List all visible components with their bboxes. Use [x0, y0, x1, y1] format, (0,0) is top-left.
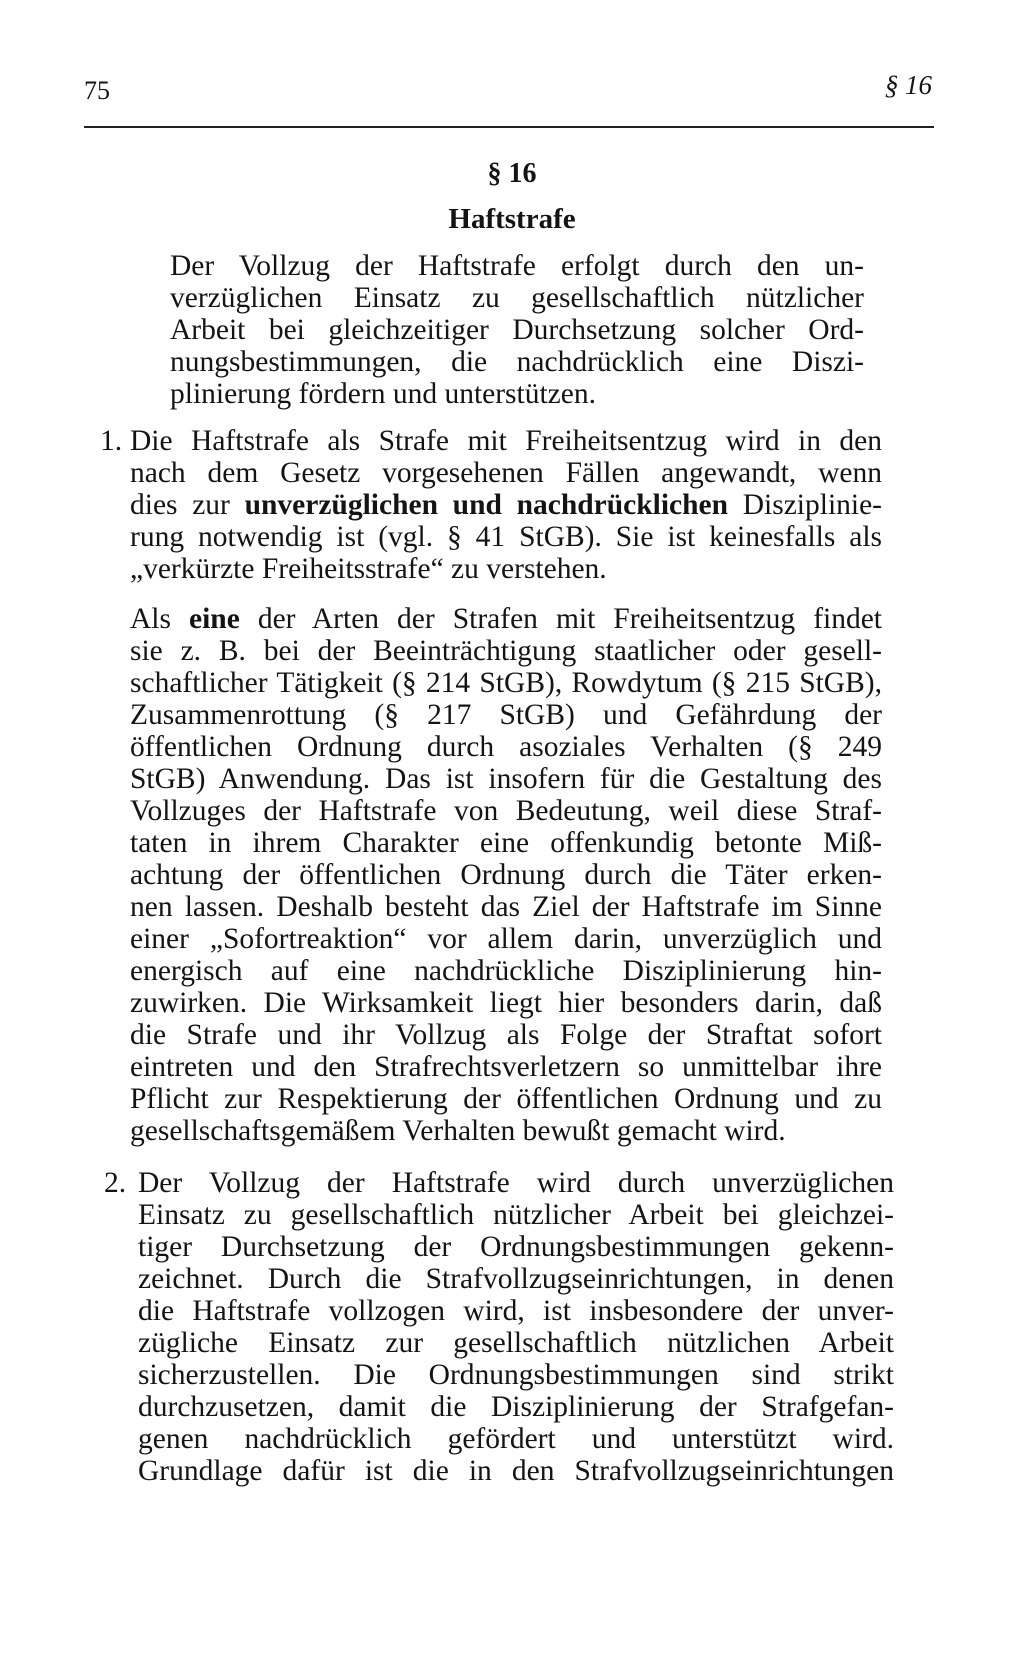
text-line: Pflicht zur Respektierung der öffentlichen Ordnung und zu — [130, 1083, 882, 1115]
text-line: nen lassen. Deshalb besteht das Ziel der Haftstrafe im Sinne — [130, 891, 882, 923]
text-line: schaftlicher Tätigkeit (§ 214 StGB), Rowdytum (§ 215 StGB), — [130, 667, 882, 699]
text-line: die Strafe und ihr Vollzug als Folge der Straftat sofort — [130, 1019, 882, 1051]
item-2-body — [138, 1167, 894, 1487]
emphasis-text: eine — [189, 603, 240, 635]
text-line — [130, 603, 882, 635]
section-number: § 16 — [487, 158, 537, 189]
text-line: die Haftstrafe vollzogen wird, ist insbesondere der unver- — [138, 1295, 894, 1327]
text-line: sicherzustellen. Die Ordnungsbestimmungen sind strikt — [138, 1359, 894, 1391]
text-line: eintreten und den Strafrechtsverletzern so unmittelbar ihre — [130, 1051, 882, 1083]
text-line: Zusammenrottung (§ 217 StGB) und Gefährdung der — [130, 699, 882, 731]
item-1-paragraph-1 — [130, 425, 882, 585]
text-line: einer „Sofortreaktion“ vor allem darin, unverzüglich und — [130, 923, 882, 955]
text-line — [130, 489, 882, 521]
section-title: Haftstrafe — [448, 203, 576, 235]
text-line: öffentlichen Ordnung durch asoziales Verhalten (§ 249 — [130, 731, 882, 763]
text-line: Der Vollzug der Haftstrafe wird durch unverzüglichen — [138, 1167, 894, 1199]
text-run: Disziplinie- — [728, 489, 882, 521]
text-line: Vollzuges der Haftstrafe von Bedeutung, weil diese Straf- — [130, 795, 882, 827]
text-run: der Arten der Strafen mit Freiheitsentzug findet — [239, 603, 882, 635]
item-number-2: 2. — [104, 1167, 127, 1199]
header-rule — [84, 126, 934, 128]
text-line: rung notwendig ist (vgl. § 41 StGB). Sie ist keinesfalls als — [130, 521, 882, 553]
lead-line: plinierung fördern und unterstützen. — [170, 378, 596, 410]
text-line: genen nachdrücklich gefördert und unterstützt wird. — [138, 1423, 894, 1455]
text-line: zuwirken. Die Wirksamkeit liegt hier besonders darin, daß — [130, 987, 882, 1019]
text-line: taten in ihrem Charakter eine offenkundig betonte Miß- — [130, 827, 882, 859]
text-line: energisch auf eine nachdrückliche Disziplinierung hin- — [130, 955, 882, 987]
item-1-paragraph-2 — [130, 603, 882, 1147]
text-line: nach dem Gesetz vorgesehenen Fällen angewandt, wenn — [130, 457, 882, 489]
lead-line: nungsbestimmungen, die nachdrücklich eine Diszi- — [170, 346, 864, 378]
page-number: 75 — [84, 76, 110, 105]
text-line: Grundlage dafür ist die in den Strafvollzugseinrichtungen — [138, 1455, 894, 1487]
running-head: § 16 — [884, 70, 932, 100]
text-line: Einsatz zu gesellschaftlich nützlicher Arbeit bei gleichzei- — [138, 1199, 894, 1231]
item-1-body — [130, 425, 882, 1147]
text-line: achtung der öffentlichen Ordnung durch die Täter erken- — [130, 859, 882, 891]
text-line: zeichnet. Durch die Strafvollzugseinrichtungen, in denen — [138, 1263, 894, 1295]
lead-line: verzüglichen Einsatz zu gesellschaftlich nützlicher — [170, 282, 864, 314]
item-2-paragraph — [138, 1167, 894, 1487]
text-line: zügliche Einsatz zur gesellschaftlich nützlichen Arbeit — [138, 1327, 894, 1359]
text-line: tiger Durchsetzung der Ordnungsbestimmungen gekenn- — [138, 1231, 894, 1263]
text-run: dies zur — [130, 489, 245, 521]
text-line: Die Haftstrafe als Strafe mit Freiheitsentzug wird in den — [130, 425, 882, 457]
text-line: durchzusetzen, damit die Disziplinierung der Strafgefan- — [138, 1391, 894, 1423]
text-line: gesellschaftsgemäßem Verhalten bewußt gemacht wird. — [130, 1115, 786, 1147]
text-line: StGB) Anwendung. Das ist insofern für die Gestaltung des — [130, 763, 882, 795]
lead-line: Arbeit bei gleichzeitiger Durchsetzung solcher Ord- — [170, 314, 864, 346]
text-line: „verkürzte Freiheitsstrafe“ zu verstehen. — [130, 553, 607, 585]
text-run: Als — [130, 603, 189, 635]
lead-line: Der Vollzug der Haftstrafe erfolgt durch den un- — [170, 250, 864, 282]
item-number-1: 1. — [100, 425, 123, 457]
emphasis-text: unverzüglichen und nachdrücklichen — [244, 489, 729, 521]
lead-paragraph — [170, 250, 864, 410]
text-line: sie z. B. bei der Beeinträchtigung staatlicher oder gesell- — [130, 635, 882, 667]
